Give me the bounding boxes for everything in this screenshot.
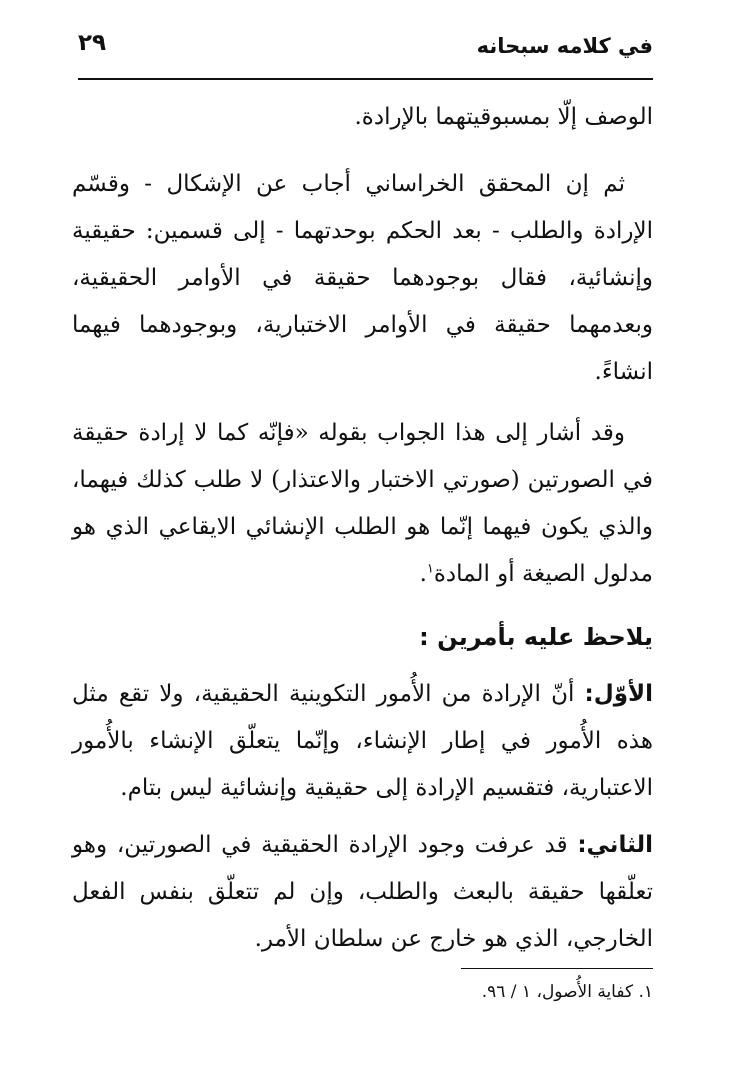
- running-title: في كلامه سبحانه: [476, 34, 653, 58]
- paragraph-3: [72, 410, 653, 598]
- point-first-label: الأوّل:: [584, 681, 654, 707]
- footnote-divider: [461, 968, 653, 969]
- point-second-label: الثاني:: [577, 832, 653, 858]
- point-second-text: قد عرفت وجود الإرادة الحقيقية في الصورتين، وهو تعلّقها حقيقة بالبعث والطلب، وإن لم تتعلّق بنفس الفعل الخارجي، الذي هو خارج عن سلطان الأمر.: [72, 832, 653, 952]
- paragraph-2: ثم إن المحقق الخراساني أجاب عن الإشكال - وقسّم الإرادة والطلب - بعد الحكم بوحدتهما - إلى قسمين: حقيقية وإنشائية، فقال بوجودهما حقيقة في الأوامر الحقيقية، وبعدمهما حقيقة في الأوامر الاختبارية، وبوجودهما فيهما انشاءً.: [72, 171, 653, 385]
- point-first-text: أنّ الإرادة من الأُمور التكوينية الحقيقية، ولا تقع مثل هذه الأُمور في إطار الإنشاء، وإنّما يتعلّق الإنشاء بالأُمور الاعتبارية، فتقسيم الإرادة إلى حقيقية وإنشائية ليس بتام.: [72, 681, 653, 801]
- section-heading: يلاحظ عليه بأمرين :: [419, 623, 653, 651]
- page-header: [78, 28, 653, 70]
- page-number: ٢٩: [78, 30, 107, 56]
- paragraph-3-end: .: [419, 561, 427, 587]
- paragraph-3-text: وقد أشار إلى هذا الجواب بقوله «فإنّه كما لا إرادة حقيقة في الصورتين (صورتي الاختبار والاعتذار) لا طلب كذلك فيهما، والذي يكون فيهما إنّما هو الطلب الإنشائي الايقاعي الذي هو مدلول الصيغة أو المادة: [72, 420, 653, 587]
- footnote-reference: ١: [426, 561, 434, 577]
- footnote: ١. كفاية الأُصول، ١ / ٩٦.: [481, 982, 653, 1002]
- header-divider: [78, 78, 653, 80]
- main-text: [72, 94, 653, 963]
- paragraph-1: الوصف إلّا بمسبوقيتهما بالإرادة.: [354, 104, 653, 130]
- point-second: [72, 822, 653, 963]
- point-first: [72, 671, 653, 812]
